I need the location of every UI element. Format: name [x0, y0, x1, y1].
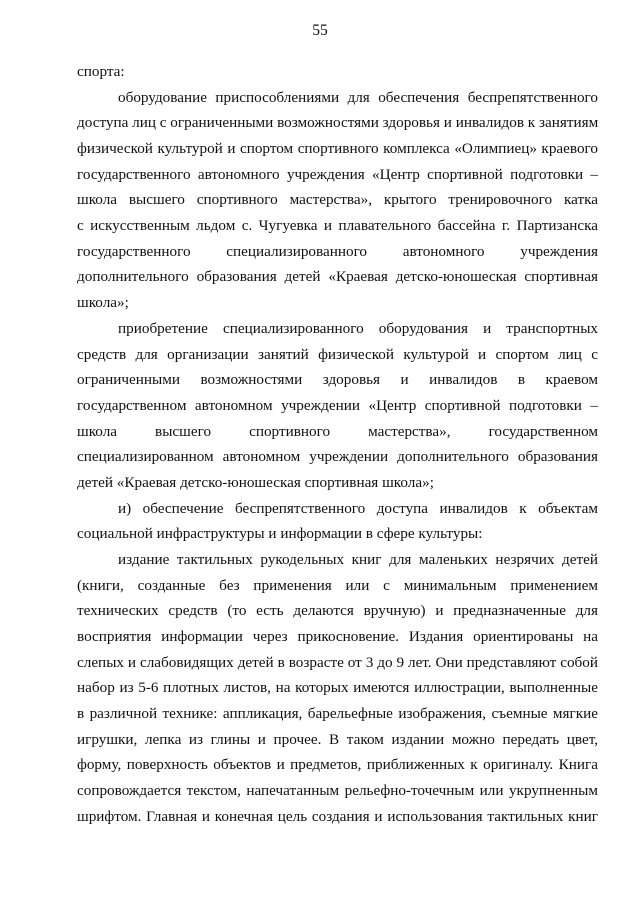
- text-line: с искусственным льдом с. Чугуевка и плавательного бассейна г. Партизанска: [77, 217, 598, 234]
- text-line: дополнительного образования детей «Краевая детско-юношеская спортивная: [77, 268, 598, 285]
- text-line: игрушки, лепка из глины и прочее. В таком издании можно передать цвет,: [77, 731, 598, 748]
- text-line: шрифтом. Главная и конечная цель создания и использования тактильных книг: [77, 808, 598, 825]
- text-line: государственного автономного учреждения «Центр спортивной подготовки –: [77, 166, 598, 183]
- text-line: оборудование приспособлениями для обеспечения беспрепятственного: [118, 89, 598, 106]
- text-line: государственном автономном учреждении «Центр спортивной подготовки –: [77, 397, 598, 414]
- text-line: доступа лиц с ограниченными возможностями здоровья и инвалидов к занятиям: [77, 114, 599, 131]
- text-line: школа»;: [77, 294, 129, 311]
- text-line: физической культурой и спортом спортивного комплекса «Олимпиец» краевого: [77, 140, 598, 157]
- text-line: ограниченными возможностями здоровья и инвалидов в краевом: [77, 371, 598, 388]
- text-line: государственного специализированного автономного учреждения: [77, 243, 598, 260]
- text-line: технических средств (то есть делаются вручную) и предназначенные для: [77, 602, 598, 619]
- text-line: (книги, созданные без применения или с минимальным применением: [77, 577, 598, 594]
- text-line: слепых и слабовидящих детей в возрасте от 3 до 9 лет. Они представляют собой: [77, 654, 598, 671]
- text-line: сопровождается текстом, напечатанным рельефно-точечным или укрупненным: [77, 782, 598, 799]
- text-line: школа высшего спортивного мастерства», крытого тренировочного катка: [77, 191, 598, 208]
- text-line: форму, поверхность объектов и предметов, приближенных к оригиналу. Книга: [77, 756, 598, 773]
- text-line: спорта:: [77, 63, 125, 80]
- text-line: и) обеспечение беспрепятственного доступа инвалидов к объектам: [118, 500, 598, 517]
- text-line: средств для организации занятий физической культурой и спортом лиц с: [77, 346, 598, 363]
- text-line: набор из 5-6 плотных листов, на которых имеются иллюстрации, выполненные: [77, 679, 598, 696]
- page-number: 55: [312, 22, 328, 39]
- text-line: социальной инфраструктуры и информации в сфере культуры:: [77, 525, 483, 542]
- text-line: восприятия информации через прикосновение. Издания ориентированы на: [77, 628, 598, 645]
- text-line: приобретение специализированного оборудования и транспортных: [118, 320, 598, 337]
- text-line: школа высшего спортивного мастерства», государственном: [77, 423, 598, 440]
- text-line: издание тактильных рукодельных книг для маленьких незрячих детей: [118, 551, 598, 568]
- text-line: специализированном автономном учреждении дополнительного образования: [77, 448, 598, 465]
- text-line: в различной технике: аппликация, барельефные изображения, съемные мягкие: [77, 705, 598, 722]
- text-line: детей «Краевая детско-юношеская спортивная школа»;: [77, 474, 434, 491]
